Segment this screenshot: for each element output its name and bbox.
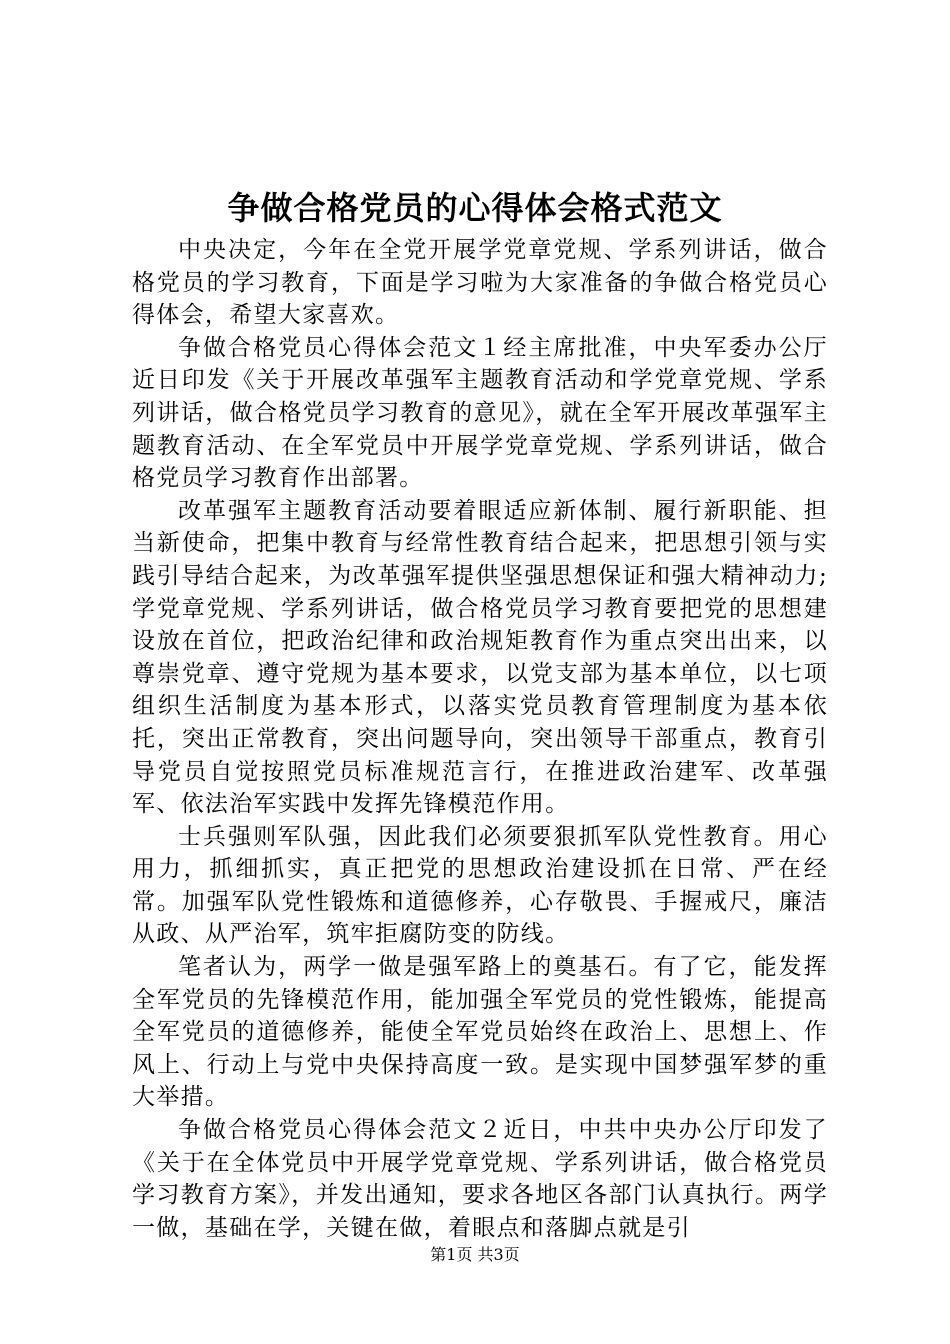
paragraph-intro: 中央决定，今年在全党开展学党章党规、学系列讲话，做合格党员的学习教育，下面是学习啦为大家准备的争做合格党员心得体会，希望大家喜欢。 <box>132 237 828 329</box>
paragraph-education-activity: 改革强军主题教育活动要着眼适应新体制、履行新职能、担当新使命，把集中教育与经常性教育结合起来，把思想引领与实践引导结合起来，为改革强军提供坚强思想保证和强大精神动力;学党章党规、学系列讲话，做合格党员学习教育要把党的思想建设放在首位，把政治纪律和政治规矩教育作为重点突出出来，以尊崇党章、遵守党规为基本要求，以党支部为基本单位，以七项组织生活制度为基本形式，以落实党员教育管理制度为基本依托，突出正常教育，突出问题导向，突出领导干部重点，教育引导党员自觉按照党员标准规范言行，在推进政治建军、改革强军、依法治军实践中发挥先锋模范作用。 <box>132 497 828 818</box>
paragraph-soldiers: 士兵强则军队强，因此我们必须要狠抓军队党性教育。用心用力，抓细抓实，真正把党的思想政治建设抓在日常、严在经常。加强军队党性锻炼和道德修养，心存敬畏、手握戒尺，廉洁从政、从严治军，筑牢拒腐防变的防线。 <box>132 823 828 948</box>
paragraph-sample-2: 争做合格党员心得体会范文２近日，中共中央办公厅印发了《关于在全体党员中开展学党章党规、学系列讲话，做合格党员学习教育方案》，并发出通知，要求各地区各部门认真执行。两学一做，基础在学，关键在做，着眼点和落脚点就是引 <box>132 1117 828 1241</box>
paragraph-sample-1: 争做合格党员心得体会范文１经主席批准，中央军委办公厅近日印发《关于开展改革强军主题教育活动和学党章党规、学系列讲话，做合格党员学习教育的意见》，就在全军开展改革强军主题教育活动、在全军党员中开展学党章党规、学系列讲话，做合格党员学习教育作出部署。 <box>132 334 828 492</box>
paragraph-author-view: 笔者认为，两学一做是强军路上的奠基石。有了它，能发挥全军党员的先锋模范作用，能加强全军党员的党性锻炼，能提高全军党员的道德修养，能使全军党员始终在政治上、思想上、作风上、行动上与党中央保持高度一致。是实现中国梦强军梦的重大举措。 <box>132 954 828 1111</box>
document-body <box>132 234 828 1244</box>
page-number-footer: 第1页 共3页 <box>430 1245 520 1264</box>
document-title: 争做合格党员的心得体会格式范文 <box>227 189 723 227</box>
